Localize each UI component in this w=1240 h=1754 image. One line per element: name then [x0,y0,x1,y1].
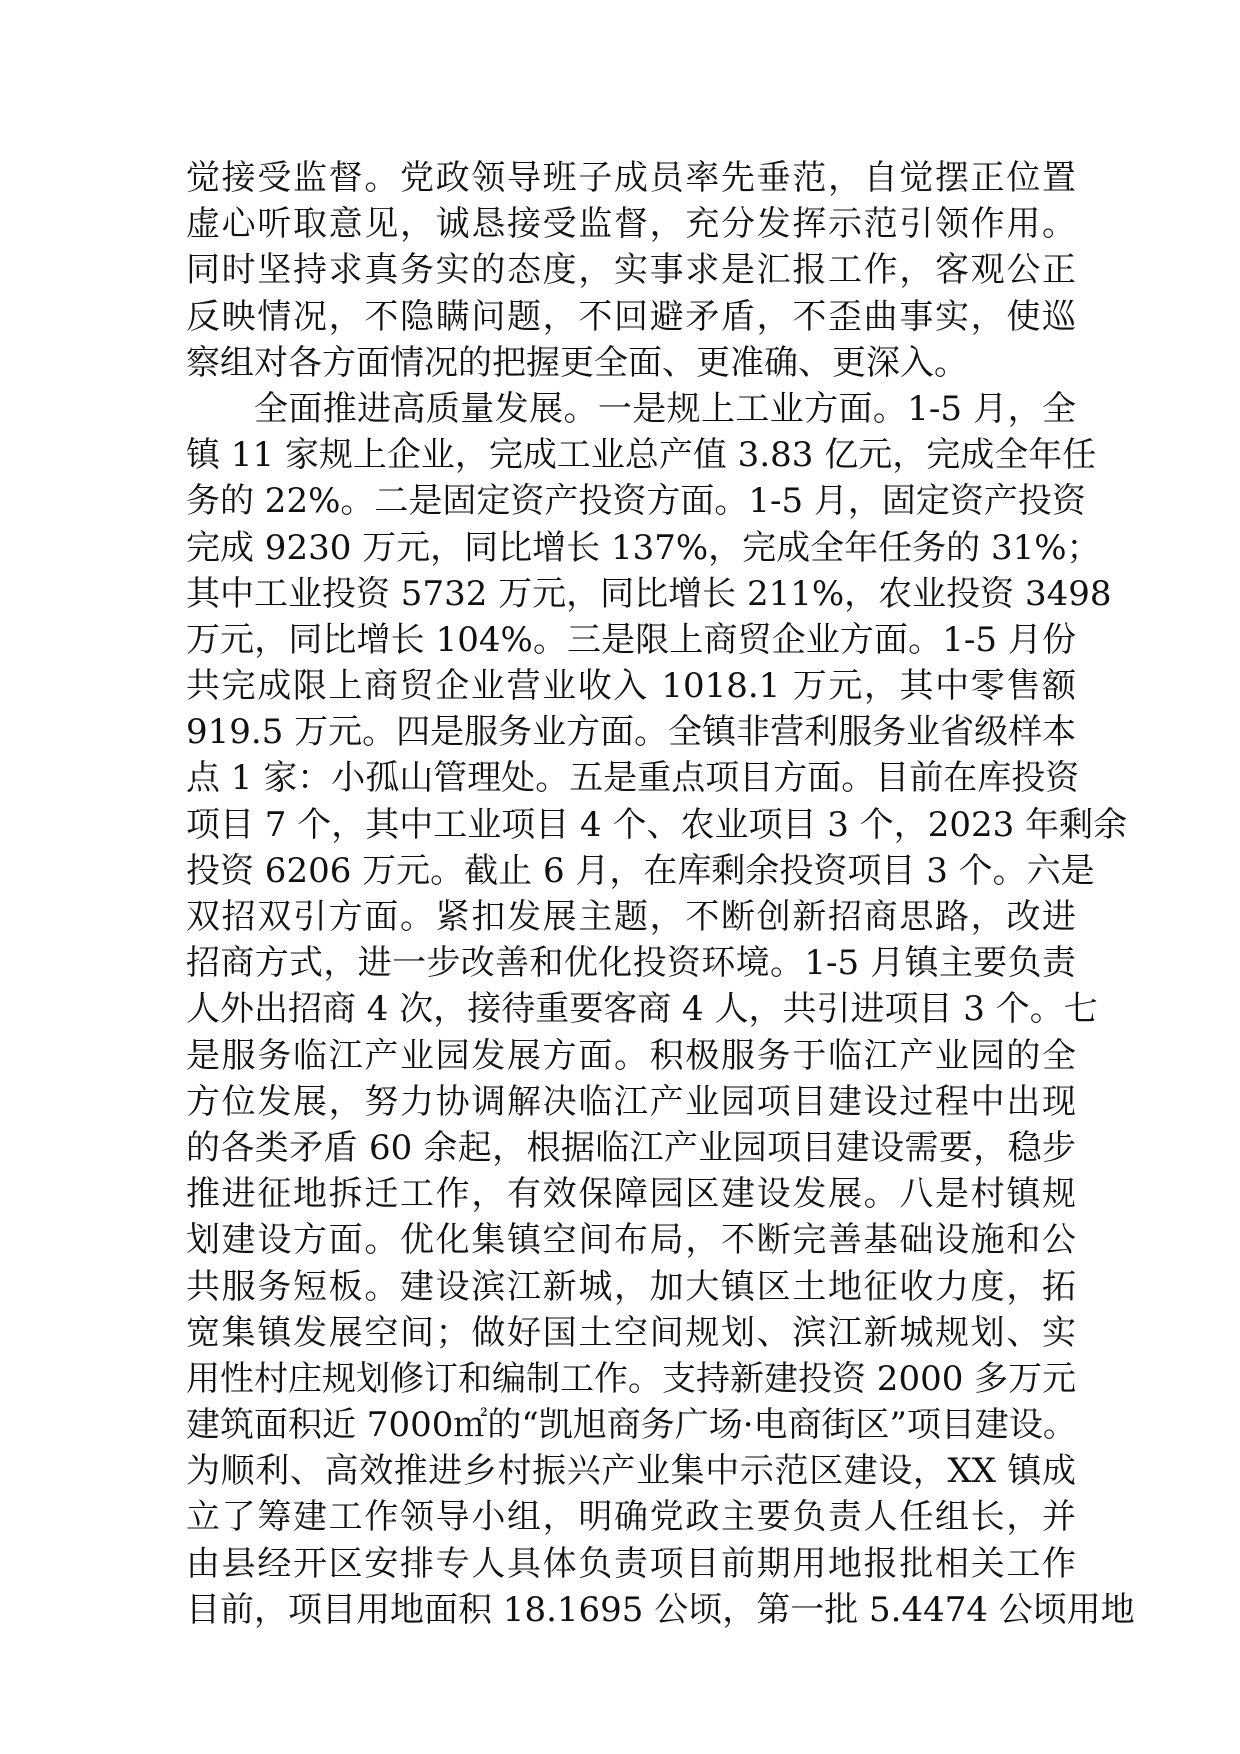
text-line: 招商方式，进一步改善和优化投资环境。1-5 月镇主要负责 [186,943,1076,984]
text-line: 万元，同比增长 104%。三是限上商贸企业方面。1-5 月份 [186,619,1076,660]
text-line: 全面推进高质量发展。一是规上工业方面。1-5 月，全 [254,388,1076,429]
text-line: 是服务临江产业园发展方面。积极服务于临江产业园的全 [186,1035,1076,1076]
text-line: 为顺利、高效推进乡村振兴产业集中示范区建设，XX 镇成 [186,1451,1076,1492]
text-line: 双招双引方面。紧扣发展主题，不断创新招商思路，改进 [186,897,1076,937]
text-line: 划建设方面。优化集镇空间布局，不断完善基础设施和公 [186,1220,1076,1261]
text-line: 察组对各方面情况的把握更全面、更准确、更深入。 [186,342,968,383]
text-line: 投资 6206 万元。截止 6 月，在库剩余投资项目 3 个。六是 [186,850,1095,891]
text-line: 其中工业投资 5732 万元，同比增长 211%，农业投资 3498 [186,573,1112,614]
text-line: 的各类矛盾 60 余起，根据临江产业园项目建设需要，稳步 [186,1127,1076,1168]
text-line: 虚心听取意见，诚恳接受监督，充分发挥示范引领作用。 [186,204,1076,245]
text-line: 完成 9230 万元，同比增长 137%，完成全年任务的 31%； [186,527,1101,568]
text-line: 立了筹建工作领导小组，明确党政主要负责人任组长，并 [186,1497,1076,1538]
text-line: 共完成限上商贸企业营业收入 1018.1 万元，其中零售额 [186,666,1076,707]
text-line: 建筑面积近 7000㎡的“凯旭商务广场·电商街区”项目建设。 [186,1405,1077,1446]
text-line: 务的 22%。二是固定资产投资方面。1-5 月，固定资产投资 [186,481,1086,522]
text-line: 宽集镇发展空间；做好国土空间规划、滨江新城规划、实 [186,1312,1076,1353]
text-line: 人外出招商 4 次，接待重要客商 4 人，共引进项目 3 个。七 [186,989,1098,1030]
text-line: 觉接受监督。党政领导班子成员率先垂范，自觉摆正位置 [186,158,1076,198]
text-line: 方位发展，努力协调解决临江产业园项目建设过程中出现 [186,1081,1076,1122]
text-line: 镇 11 家规上企业，完成工业总产值 3.83 亿元，完成全年任 [186,435,1097,476]
text-line: 反映情况，不隐瞒问题，不回避矛盾，不歪曲事实，使巡 [186,296,1076,337]
text-line: 同时坚持求真务实的态度，实事求是汇报工作，客观公正 [186,250,1076,291]
text-line: 用性村庄规划修订和编制工作。支持新建投资 2000 多万元 [186,1358,1077,1399]
body-text [186,155,1135,1633]
text-line: 目前，项目用地面积 18.1695 公顷，第一批 5.4474 公顷用地 [186,1589,1135,1630]
text-line: 共服务短板。建设滨江新城，加大镇区土地征收力度，拓 [186,1266,1076,1307]
text-line: 919.5 万元。四是服务业方面。全镇非营利服务业省级样本 [186,712,1077,753]
text-line: 点 1 家：小孤山管理处。五是重点项目方面。目前在库投资 [186,758,1080,799]
text-line: 由县经开区安排专人具体负责项目前期用地报批相关工作 [186,1543,1076,1584]
text-line: 项目 7 个，其中工业项目 4 个、农业项目 3 个，2023 年剩余 [186,804,1128,845]
text-line: 推进征地拆迁工作，有效保障园区建设发展。八是村镇规 [186,1174,1076,1215]
